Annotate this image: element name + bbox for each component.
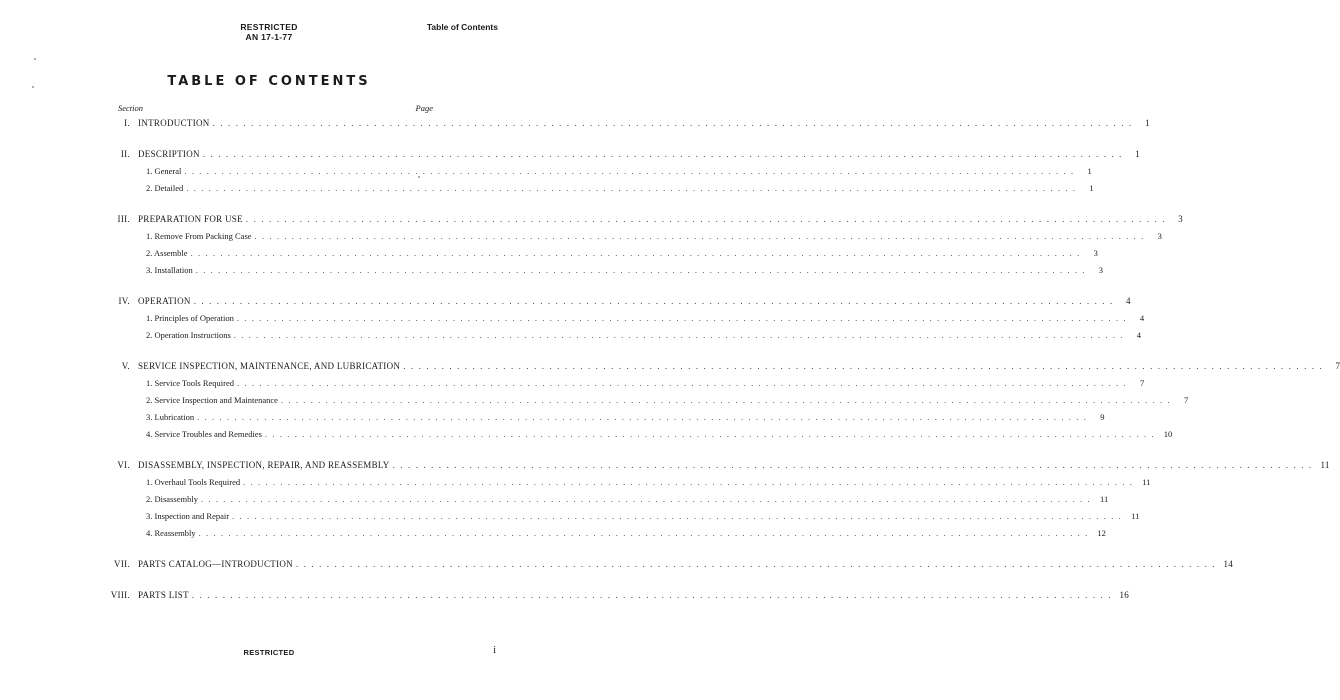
header-classification: RESTRICTED [240, 22, 298, 32]
header-document-number: AN 17-1-77 [245, 32, 293, 42]
column-header-page: Page [415, 103, 433, 113]
dot-leader: . . . . . . . . . . . . . . . . . . . . . . . . . . . . . . . . . . . . . . . . . . . . . . . . . . . . . . . . . . . . . . . . . . . . . . . . . . . . . . . . . . . . . . . . . . . . . . . . . . . . . . . . . . . . . . . . . . . . . . . . [190, 248, 1081, 258]
toc-section-number: V. [121, 361, 130, 371]
toc-page-number: 3 [1093, 248, 1098, 258]
toc-subsection-row [100, 313, 1145, 330]
toc-subsection-row [100, 477, 1151, 494]
toc-page-number: 1 [1144, 118, 1150, 128]
toc-page-number: 10 [1163, 429, 1173, 439]
toc-subsection-row [100, 248, 1098, 265]
toc-subsection-row [100, 166, 1092, 183]
toc-subsection-title: 4. Reassembly [146, 528, 196, 538]
table-of-contents [100, 118, 1340, 607]
toc-subsection-title: 3. Inspection and Repair [146, 511, 230, 521]
toc-page-number: 7 [1335, 361, 1340, 371]
dot-leader: . . . . . . . . . . . . . . . . . . . . . . . . . . . . . . . . . . . . . . . . . . . . . . . . . . . . . . . . . . . . . . . . . . . . . . . . . . . . . . . . . . . . . . . . . . . . . . . . . . . . . . . . . . . . . . . . . . . . . . . . [212, 118, 1133, 128]
toc-page-number: 11 [1142, 477, 1151, 487]
toc-section-number: II. [120, 149, 130, 159]
toc-subsection-row [100, 528, 1106, 545]
toc-subsection-row [100, 378, 1145, 395]
toc-page-number: 3 [1178, 214, 1184, 224]
dot-leader: . . . . . . . . . . . . . . . . . . . . . . . . . . . . . . . . . . . . . . . . . . . . . . . . . . . . . . . . . . . . . . . . . . . . . . . . . . . . . . . . . . . . . . . . . . . . . . . . . . . . . . . . . . . . . . . . . . . . . . . . [280, 395, 1172, 405]
toc-subsection-row [100, 412, 1105, 429]
toc-section-title: PARTS LIST [138, 590, 189, 600]
toc-page-number: 3 [1157, 231, 1162, 241]
toc-section-number: VI. [117, 460, 130, 470]
toc-subsection-row [100, 511, 1140, 528]
dot-leader: . . . . . . . . . . . . . . . . . . . . . . . . . . . . . . . . . . . . . . . . . . . . . . . . . . . . . . . . . . . . . . . . . . . . . . . . . . . . . . . . . . . . . . . . . . . . . . . . . . . . . . . . . . . . . . . . . . . . . . . . [392, 460, 1313, 470]
toc-section-number: III. [117, 214, 130, 224]
dot-leader: . . . . . . . . . . . . . . . . . . . . . . . . . . . . . . . . . . . . . . . . . . . . . . . . . . . . . . . . . . . . . . . . . . . . . . . . . . . . . . . . . . . . . . . . . . . . . . . . . . . . . . . . . . . . . . . . . . . . . . . . [193, 296, 1114, 306]
dot-leader: . . . . . . . . . . . . . . . . . . . . . . . . . . . . . . . . . . . . . . . . . . . . . . . . . . . . . . . . . . . . . . . . . . . . . . . . . . . . . . . . . . . . . . . . . . . . . . . . . . . . . . . . . . . . . . . . . . . . . . . . [295, 559, 1217, 569]
dot-leader: . . . . . . . . . . . . . . . . . . . . . . . . . . . . . . . . . . . . . . . . . . . . . . . . . . . . . . . . . . . . . . . . . . . . . . . . . . . . . . . . . . . . . . . . . . . . . . . . . . . . . . . . . . . . . . . . . . . . . . . . [236, 313, 1128, 323]
toc-page-number: 12 [1097, 528, 1106, 538]
toc-section-row [100, 559, 1234, 576]
toc-subsection-row [100, 429, 1173, 446]
column-header-section: Section [118, 103, 144, 113]
dot-leader: . . . . . . . . . . . . . . . . . . . . . . . . . . . . . . . . . . . . . . . . . . . . . . . . . . . . . . . . . . . . . . . . . . . . . . . . . . . . . . . . . . . . . . . . . . . . . . . . . . . . . . . . . . . . . . . . . . . . . . . . [254, 231, 1145, 241]
dot-leader: . . . . . . . . . . . . . . . . . . . . . . . . . . . . . . . . . . . . . . . . . . . . . . . . . . . . . . . . . . . . . . . . . . . . . . . . . . . . . . . . . . . . . . . . . . . . . . . . . . . . . . . . . . . . . . . . . . . . . . . . [200, 494, 1092, 504]
dot-leader: . . . . . . . . . . . . . . . . . . . . . . . . . . . . . . . . . . . . . . . . . . . . . . . . . . . . . . . . . . . . . . . . . . . . . . . . . . . . . . . . . . . . . . . . . . . . . . . . . . . . . . . . . . . . . . . . . . . . . . . . [198, 528, 1089, 538]
toc-subsection-row [100, 265, 1104, 282]
toc-subsection-row [100, 395, 1189, 412]
dot-leader: . . . . . . . . . . . . . . . . . . . . . . . . . . . . . . . . . . . . . . . . . . . . . . . . . . . . . . . . . . . . . . . . . . . . . . . . . . . . . . . . . . . . . . . . . . . . . . . . . . . . . . . . . . . . . . . . . . . . . . . . [184, 166, 1075, 176]
dot-leader: . . . . . . . . . . . . . . . . . . . . . . . . . . . . . . . . . . . . . . . . . . . . . . . . . . . . . . . . . . . . . . . . . . . . . . . . . . . . . . . . . . . . . . . . . . . . . . . . . . . . . . . . . . . . . . . . . . . . . . . . [243, 477, 1134, 487]
scan-speck [34, 58, 36, 60]
toc-section-row [100, 361, 1340, 378]
toc-subsection-title: 1. General [146, 166, 182, 176]
header-section-label: Table of Contents [426, 22, 498, 32]
toc-page-number: 4 [1139, 313, 1145, 323]
toc-section-title: OPERATION [138, 296, 191, 306]
toc-page-number: 11 [1100, 494, 1109, 504]
page-title: TABLE OF CONTENTS [167, 74, 371, 89]
toc-page-number: 1 [1089, 183, 1094, 193]
dot-leader: . . . . . . . . . . . . . . . . . . . . . . . . . . . . . . . . . . . . . . . . . . . . . . . . . . . . . . . . . . . . . . . . . . . . . . . . . . . . . . . . . . . . . . . . . . . . . . . . . . . . . . . . . . . . . . . . . . . . . . . . [195, 265, 1087, 275]
toc-page-number: 3 [1098, 265, 1104, 275]
toc-section-title: SERVICE INSPECTION, MAINTENANCE, AND LUBRICATION [138, 361, 401, 371]
toc-subsection-title: 2. Service Inspection and Maintenance [146, 395, 278, 405]
toc-section-row [100, 590, 1130, 607]
page-folio: i [493, 645, 496, 656]
toc-subsection-title: 3. Lubrication [146, 412, 195, 422]
toc-subsection-title: 1. Remove From Packing Case [146, 231, 252, 241]
footer-classification: RESTRICTED [243, 648, 295, 657]
toc-section-title: INTRODUCTION [138, 118, 210, 128]
toc-subsection-title: 2. Operation Instructions [146, 330, 231, 340]
toc-section-row [100, 460, 1330, 477]
toc-page-number: 11 [1320, 460, 1330, 470]
toc-page-number: 7 [1140, 378, 1145, 388]
dot-leader: . . . . . . . . . . . . . . . . . . . . . . . . . . . . . . . . . . . . . . . . . . . . . . . . . . . . . . . . . . . . . . . . . . . . . . . . . . . . . . . . . . . . . . . . . . . . . . . . . . . . . . . . . . . . . . . . . . . . . . . . [233, 330, 1125, 340]
toc-subsection-title: 2. Detailed [146, 183, 184, 193]
toc-section-title: PARTS CATALOG—INTRODUCTION [138, 559, 293, 569]
toc-section-number: IV. [118, 296, 130, 306]
toc-subsection-title: 2. Disassembly [146, 494, 198, 504]
toc-section-title: PREPARATION FOR USE [138, 214, 243, 224]
dot-leader: . . . . . . . . . . . . . . . . . . . . . . . . . . . . . . . . . . . . . . . . . . . . . . . . . . . . . . . . . . . . . . . . . . . . . . . . . . . . . . . . . . . . . . . . . . . . . . . . . . . . . . . . . . . . . . . . . . . . . . . . [245, 214, 1167, 224]
toc-section-number: I. [124, 118, 130, 128]
toc-section-number: VII. [114, 559, 130, 569]
dot-leader: . . . . . . . . . . . . . . . . . . . . . . . . . . . . . . . . . . . . . . . . . . . . . . . . . . . . . . . . . . . . . . . . . . . . . . . . . . . . . . . . . . . . . . . . . . . . . . . . . . . . . . . . . . . . . . . . . . . . . . . . [191, 590, 1113, 600]
toc-page-number: 4 [1136, 330, 1142, 340]
dot-leader: . . . . . . . . . . . . . . . . . . . . . . . . . . . . . . . . . . . . . . . . . . . . . . . . . . . . . . . . . . . . . . . . . . . . . . . . . . . . . . . . . . . . . . . . . . . . . . . . . . . . . . . . . . . . . . . . . . . . . . . . [232, 511, 1123, 521]
toc-page-number: 11 [1131, 511, 1140, 521]
toc-subsection-row [100, 183, 1094, 200]
toc-page-number: 7 [1183, 395, 1189, 405]
toc-subsection-title: 1. Service Tools Required [146, 378, 235, 388]
toc-subsection-title: 4. Service Troubles and Remedies [146, 429, 262, 439]
toc-section-title: DESCRIPTION [138, 149, 200, 159]
dot-leader: . . . . . . . . . . . . . . . . . . . . . . . . . . . . . . . . . . . . . . . . . . . . . . . . . . . . . . . . . . . . . . . . . . . . . . . . . . . . . . . . . . . . . . . . . . . . . . . . . . . . . . . . . . . . . . . . . . . . . . . . [237, 378, 1128, 388]
dot-leader: . . . . . . . . . . . . . . . . . . . . . . . . . . . . . . . . . . . . . . . . . . . . . . . . . . . . . . . . . . . . . . . . . . . . . . . . . . . . . . . . . . . . . . . . . . . . . . . . . . . . . . . . . . . . . . . . . . . . . . . . [264, 429, 1156, 439]
toc-section-title: DISASSEMBLY, INSPECTION, REPAIR, AND REASSEMBLY [138, 460, 390, 470]
scan-speck [418, 176, 420, 178]
toc-subsection-row [100, 494, 1109, 511]
toc-page-number: 14 [1223, 559, 1234, 569]
dot-leader: . . . . . . . . . . . . . . . . . . . . . . . . . . . . . . . . . . . . . . . . . . . . . . . . . . . . . . . . . . . . . . . . . . . . . . . . . . . . . . . . . . . . . . . . . . . . . . . . . . . . . . . . . . . . . . . . . . . . . . . . [202, 149, 1123, 159]
toc-page-number: 4 [1126, 296, 1131, 306]
toc-section-row [100, 149, 1140, 166]
toc-page-number: 9 [1100, 412, 1105, 422]
toc-section-row [100, 118, 1150, 135]
toc-subsection-row [100, 330, 1142, 347]
toc-subsection-title: 1. Overhaul Tools Required [146, 477, 241, 487]
dot-leader: . . . . . . . . . . . . . . . . . . . . . . . . . . . . . . . . . . . . . . . . . . . . . . . . . . . . . . . . . . . . . . . . . . . . . . . . . . . . . . . . . . . . . . . . . . . . . . . . . . . . . . . . . . . . . . . . . . . . . . . . [197, 412, 1088, 422]
toc-subsection-title: 3. Installation [146, 265, 193, 275]
toc-page-number: 1 [1135, 149, 1140, 159]
toc-page-number: 1 [1087, 166, 1092, 176]
toc-subsection-title: 1. Principles of Operation [146, 313, 234, 323]
toc-section-row [100, 214, 1184, 231]
toc-page-number: 16 [1119, 590, 1130, 600]
dot-leader: . . . . . . . . . . . . . . . . . . . . . . . . . . . . . . . . . . . . . . . . . . . . . . . . . . . . . . . . . . . . . . . . . . . . . . . . . . . . . . . . . . . . . . . . . . . . . . . . . . . . . . . . . . . . . . . . . . . . . . . . [186, 183, 1077, 193]
toc-subsection-title: 2. Assemble [146, 248, 188, 258]
toc-section-row [100, 296, 1131, 313]
scan-speck [32, 86, 34, 88]
dot-leader: . . . . . . . . . . . . . . . . . . . . . . . . . . . . . . . . . . . . . . . . . . . . . . . . . . . . . . . . . . . . . . . . . . . . . . . . . . . . . . . . . . . . . . . . . . . . . . . . . . . . . . . . . . . . . . . . . . . . . . . . [403, 361, 1324, 371]
toc-subsection-row [100, 231, 1162, 248]
toc-section-number: VIII. [110, 590, 130, 600]
